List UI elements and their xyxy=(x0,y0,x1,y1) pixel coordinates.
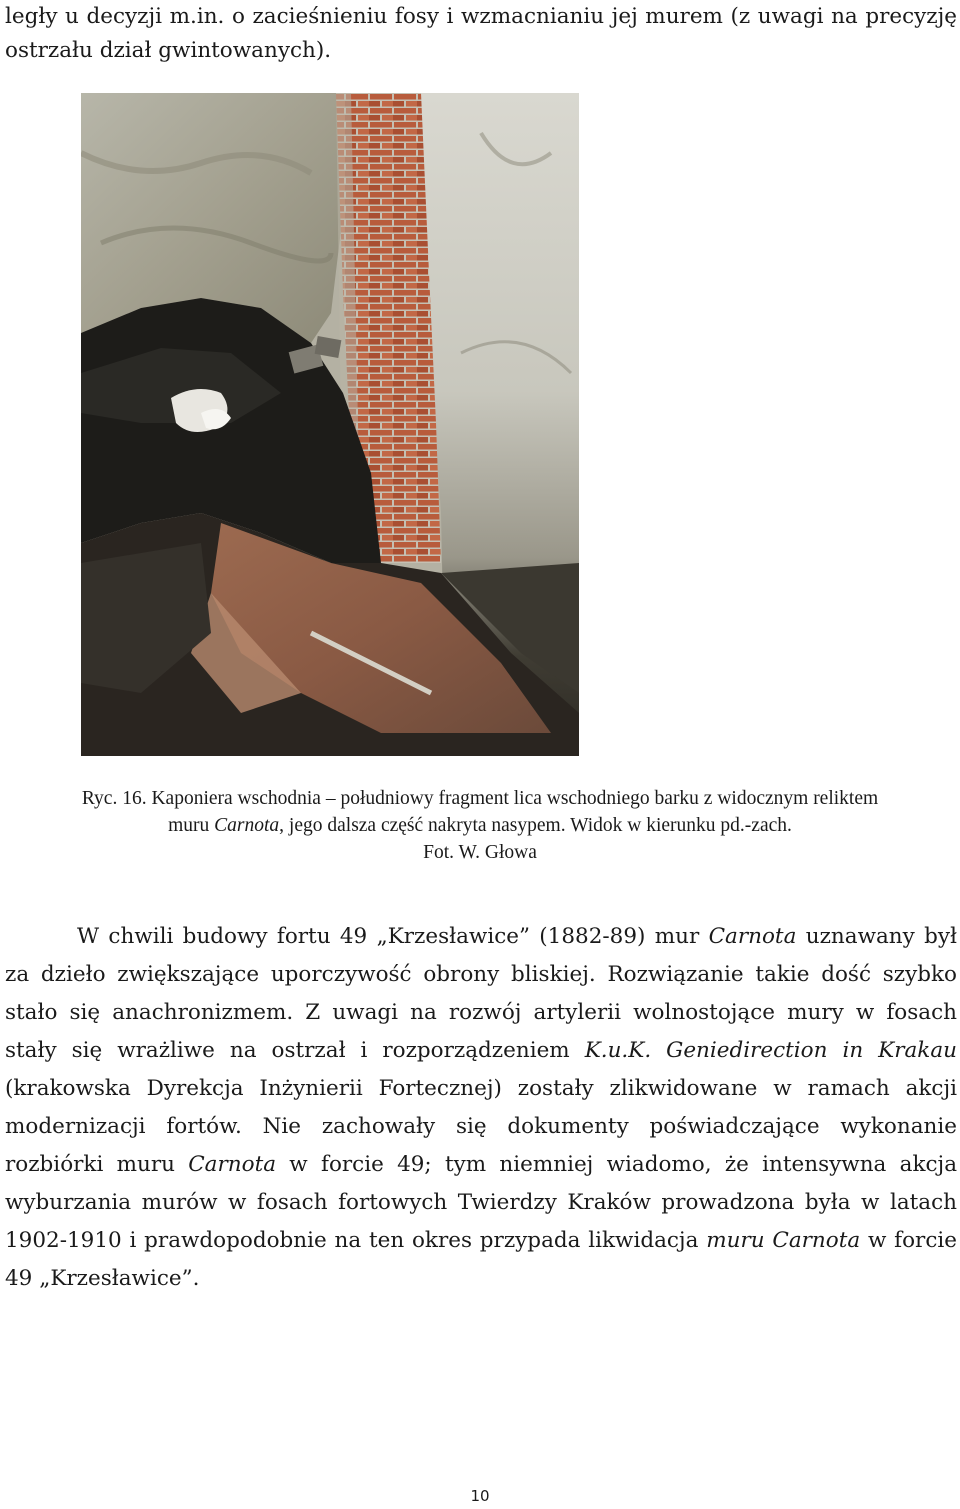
caption-line-3: Fot. W. Głowa xyxy=(423,842,537,863)
caption-line-2-italic: Carnota xyxy=(214,815,280,836)
caption-line-2 xyxy=(60,812,900,839)
body-seg-9: w forcie 49 „Krzesławice”. xyxy=(5,1228,957,1291)
figure-caption xyxy=(60,785,900,866)
top-paragraph-text: legły u decyzji m.in. o zacieśnieniu fosy i wzmacnianiu jej murem (z uwagi na precyzję ostrzału dział gwintowanych). xyxy=(5,4,957,63)
body-seg-3: uznawany był za dzieło zwiększające uporczywość obrony bliskiej. Rozwiązanie takie dość szybko stało się anachronizmem. Z uwagi na rozwój artylerii wolnostojące mury w fosach stały się wrażliwe na ostrzał i rozporządzeniem xyxy=(5,924,957,1063)
body-seg-7: w forcie 49; tym niemniej wiadomo, że intensywna akcja wyburzania murów w fosach fortowych Twierdzy Kraków prowadzona była w latach 1902-1910 i prawdopodobnie na ten okres przypada likwidacja xyxy=(5,1152,958,1253)
excavation-photo xyxy=(81,93,579,756)
top-paragraph xyxy=(5,0,957,68)
body-seg-1: W chwili budowy fortu 49 „Krzesławice” (1882-89) mur xyxy=(77,924,709,949)
page-number: 10 xyxy=(470,1487,490,1505)
body-seg-8: muru Carnota xyxy=(706,1228,861,1253)
body-seg-6: Carnota xyxy=(188,1152,277,1177)
body-paragraph xyxy=(5,918,957,1298)
caption-line-2-before: muru xyxy=(168,815,215,836)
body-seg-2: Carnota xyxy=(708,924,797,949)
body-seg-4: K.u.K. Geniedirection in Krakau xyxy=(584,1038,958,1063)
body-seg-5: (krakowska Dyrekcja Inżynierii Fortecznej) zostały zlikwidowane w ramach akcji modernizacji fortów. Nie zachowały się dokumenty poświadczające wykonanie rozbiórki muru xyxy=(5,1076,957,1177)
caption-line-2-after: , jego dalsza część nakryta nasypem. Widok w kierunku pd.-zach. xyxy=(279,815,792,836)
caption-line-1: Ryc. 16. Kaponiera wschodnia – południowy fragment lica wschodniego barku z widocznym reliktem xyxy=(81,788,879,809)
